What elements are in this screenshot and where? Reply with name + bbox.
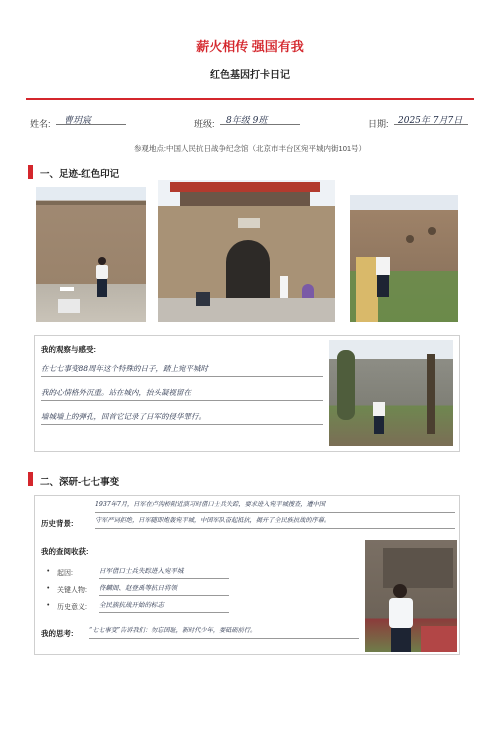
observe-line-3: 墙城墙上的弹孔，回首它记录了日军的侵华罪行。 bbox=[41, 410, 323, 425]
photo-gate bbox=[158, 180, 335, 322]
name-label: 姓名: bbox=[30, 119, 51, 129]
class-label: 班级: bbox=[194, 119, 215, 129]
item-meaning-label: 历史意义: bbox=[57, 604, 87, 611]
observe-line-1: 在七七事变88周年这个特殊的日子，踏上宛平城时 bbox=[41, 362, 323, 377]
item-meaning-value: 全民族抗战开始的标志 bbox=[99, 598, 229, 613]
think-label: 我的思考: bbox=[41, 629, 74, 638]
header-divider bbox=[26, 98, 474, 100]
name-field bbox=[56, 110, 126, 125]
item-bullet: • bbox=[47, 602, 50, 609]
date-label: 日期: bbox=[368, 119, 389, 129]
item-person-label: 关键人物: bbox=[57, 587, 87, 594]
photo-wall-right bbox=[350, 195, 458, 322]
place-value: 中国人民抗日战争纪念馆（北京市丰台区宛平城内街101号） bbox=[166, 144, 367, 153]
date-field bbox=[394, 110, 468, 125]
bg-label: 历史背景: bbox=[41, 519, 74, 528]
observe-label: 我的观察与感受: bbox=[41, 345, 96, 354]
item-bullet: • bbox=[47, 568, 50, 575]
page-subtitle: 红色基因打卡日记 bbox=[210, 70, 290, 81]
observe-line-2: 我的心情格外沉重。站在城内，抬头凝视留在 bbox=[41, 386, 323, 401]
bg-line-1: 1937年7月，日军在卢沟桥附近演习时借口士兵失踪，要求进入宛平城搜查，遭中国 bbox=[95, 498, 455, 513]
harvest-label: 我的查阅收获: bbox=[41, 547, 89, 556]
visit-place bbox=[0, 143, 500, 154]
date-value: 2025年 7月7日 bbox=[398, 116, 463, 126]
research-card bbox=[34, 495, 460, 655]
name-value: 曹玥宸 bbox=[64, 116, 92, 126]
item-bullet: • bbox=[47, 585, 50, 592]
section1-title: 一、足迹-红色印记 bbox=[40, 169, 120, 180]
photo-observation bbox=[329, 340, 453, 446]
item-person-value: 佟麟阁、赵登禹等抗日将领 bbox=[99, 581, 229, 596]
section2-marker bbox=[28, 472, 33, 486]
class-value: 8年级 9班 bbox=[226, 116, 268, 126]
page-title: 薪火相传 强国有我 bbox=[196, 39, 304, 54]
class-field bbox=[220, 110, 300, 125]
photo-portrait bbox=[365, 540, 457, 652]
section1-marker bbox=[28, 165, 33, 179]
place-label: 参观地点: bbox=[133, 144, 167, 153]
bg-line-2: 守军严词拒绝，日军随即炮轰宛平城，中国军队奋起抵抗，揭开了全民族抗战的序幕。 bbox=[95, 514, 455, 529]
think-value: “七七事变”告诉我们：勿忘国耻，新时代少年，要砥砺前行。 bbox=[89, 624, 359, 639]
observation-card bbox=[34, 335, 460, 452]
photo-wall-left bbox=[36, 187, 146, 322]
section2-title: 二、深研-七七事变 bbox=[40, 477, 120, 488]
item-cause-label: 起因: bbox=[57, 570, 73, 577]
item-cause-value: 日军借口士兵失踪进入宛平城 bbox=[99, 564, 229, 579]
